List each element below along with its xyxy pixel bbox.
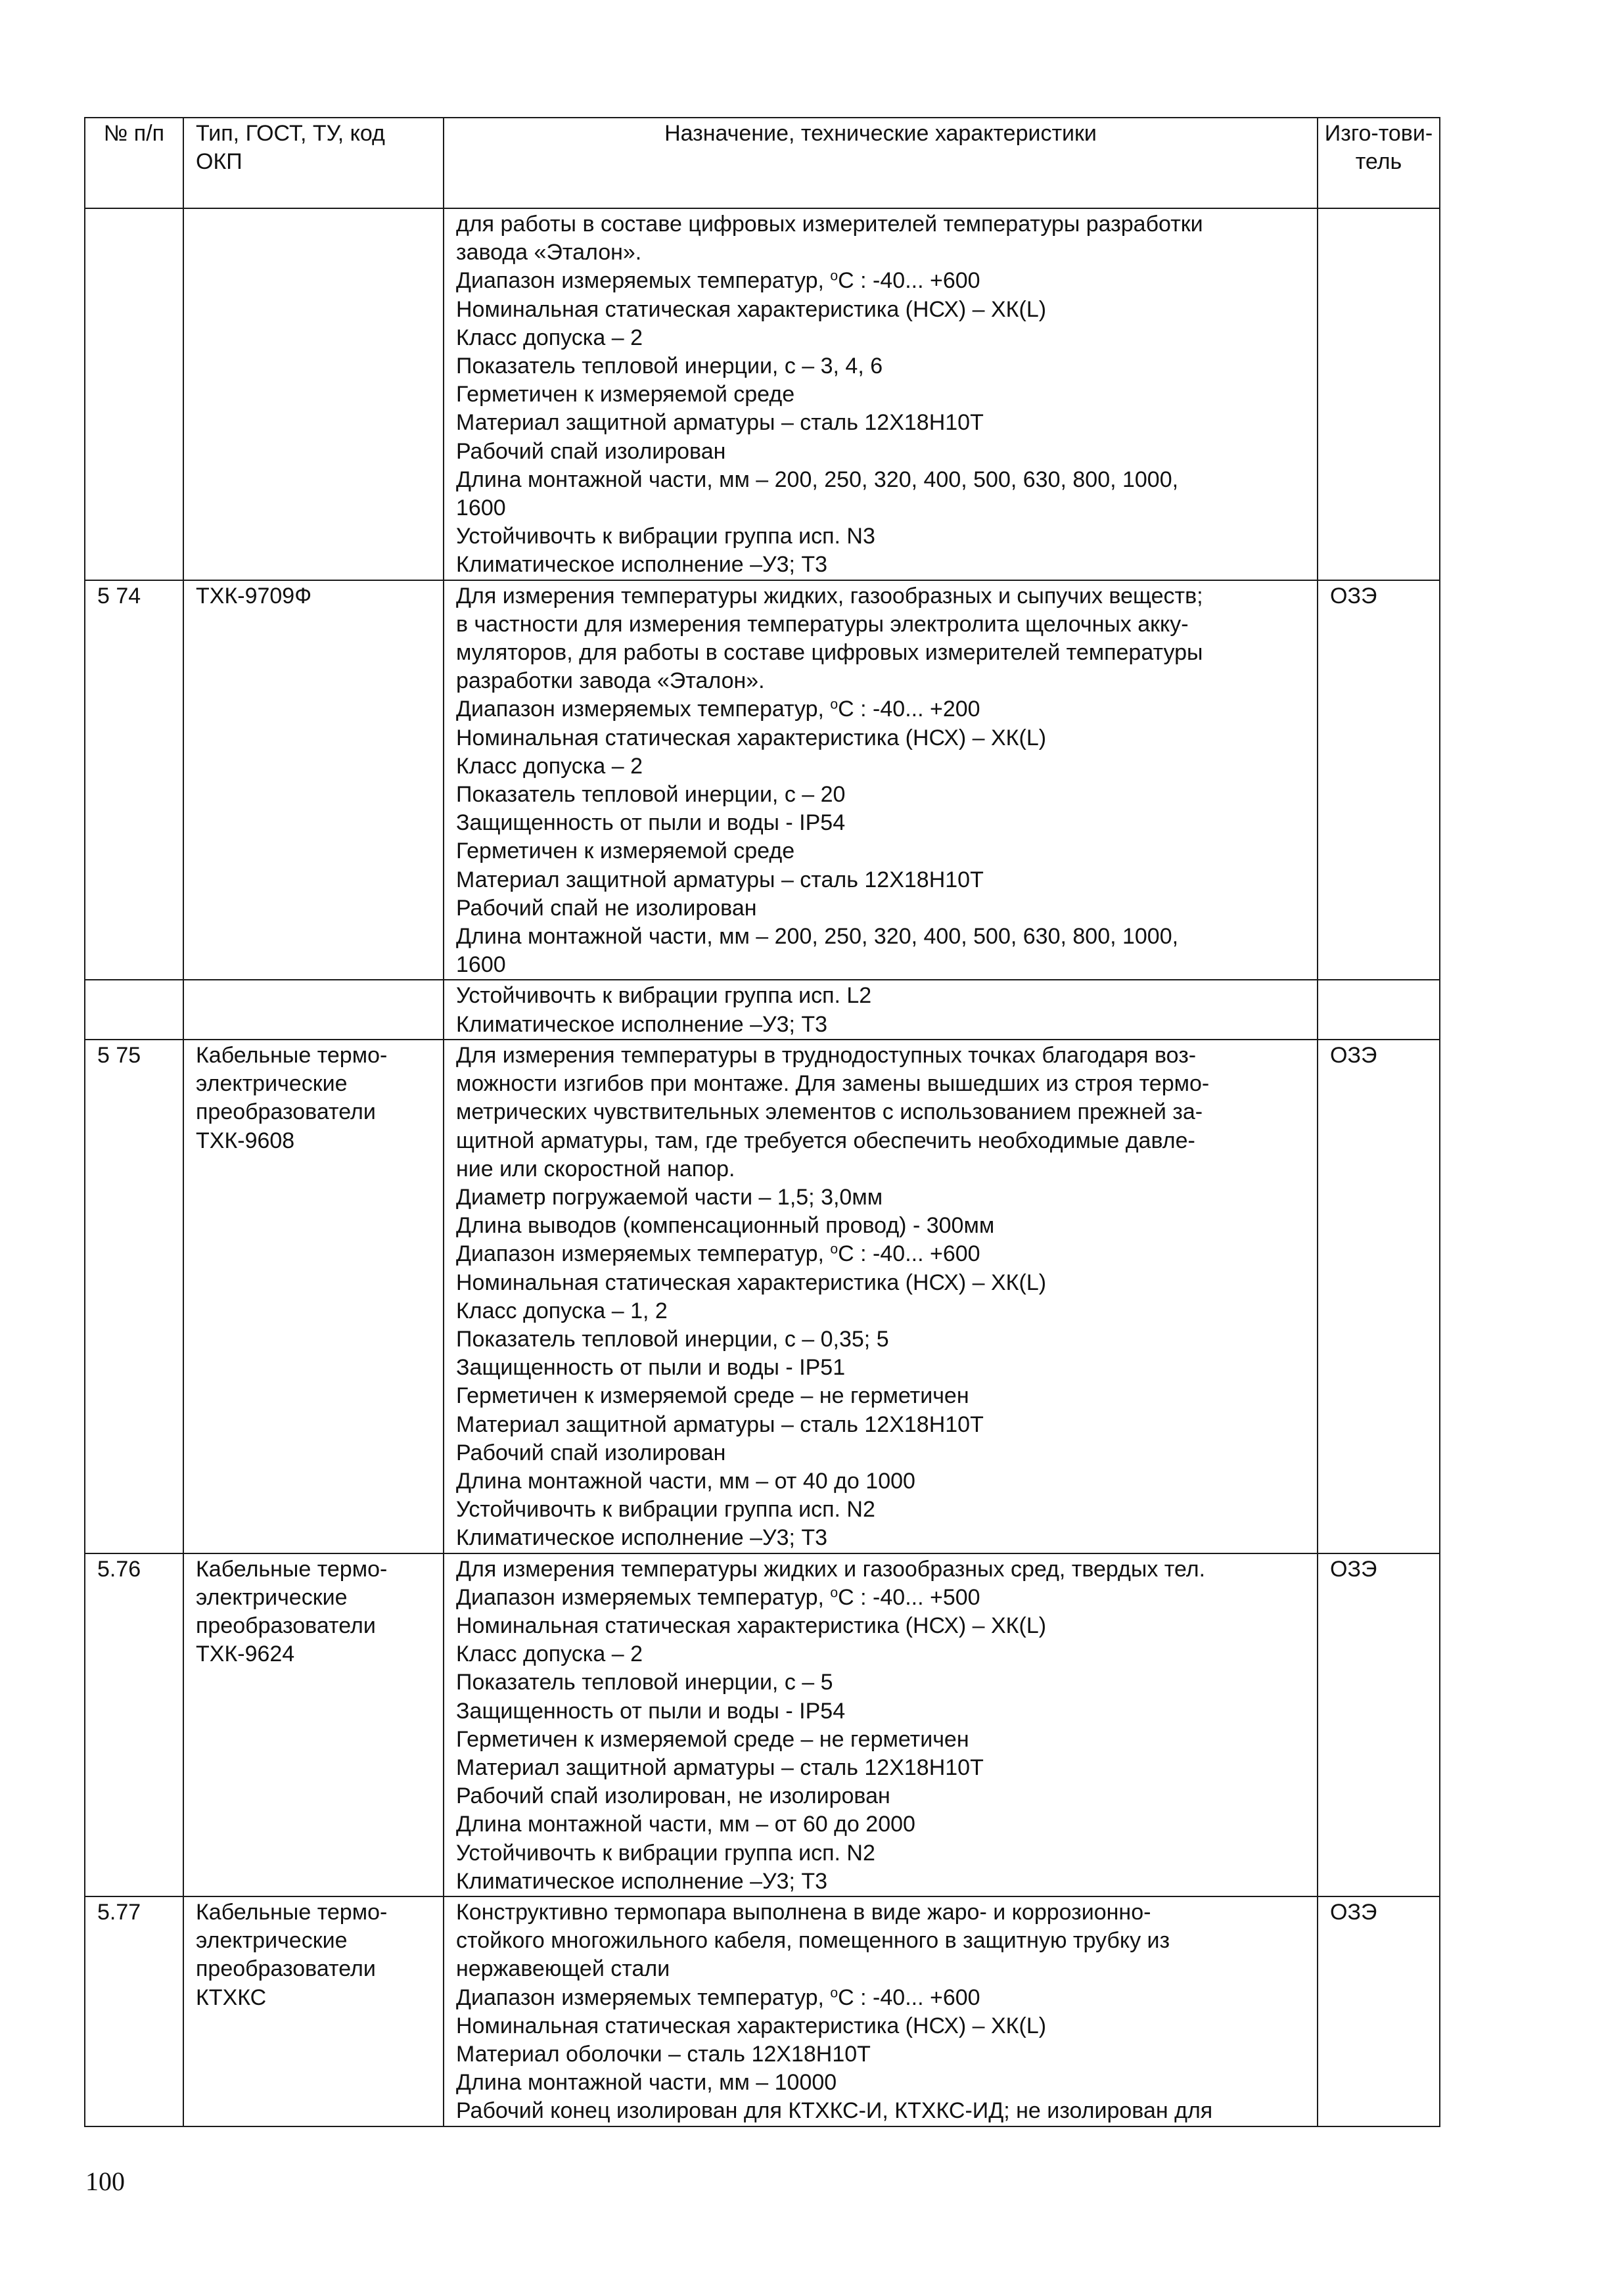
desc-line: разработки завода «Эталон». (456, 668, 765, 694)
desc-cell (444, 1553, 1318, 1896)
desc-line: Диапазон измеряемых температур, $^o$C : -40... +200 (456, 697, 980, 722)
desc-line: Защищенность от пыли и воды - IP54 (456, 1698, 846, 1724)
header-type: Тип, ГОСТ, ТУ, код ОКП (183, 118, 444, 208)
desc-line: Герметичен к измеряемой среде (456, 382, 795, 407)
desc-cell (444, 580, 1318, 980)
desc-line: Диапазон измеряемых температур, $^o$C : -40... +500 (456, 1584, 980, 1610)
header-desc: Назначение, технические характеристики (444, 118, 1318, 208)
maker-cell (1318, 1553, 1440, 1896)
num-cell (85, 1553, 183, 1896)
desc-line: Номинальная статическая характеристика (НСХ) – ХК(L) (456, 1613, 1047, 1638)
desc-line: Длина выводов (компенсационный провод) - 300мм (456, 1213, 995, 1239)
row-number: 5.77 (97, 1899, 141, 1925)
desc-line: Рабочий спай изолирован (456, 1440, 726, 1465)
desc-line: Рабочий спай не изолирован (456, 895, 757, 921)
type-cell (183, 980, 444, 1039)
desc-line: Диапазон измеряемых температур, $^o$C : -40... +600 (456, 1985, 980, 2010)
desc-cell (444, 980, 1318, 1039)
maker-cell (1318, 980, 1440, 1039)
maker-name: ОЗЭ (1330, 1042, 1377, 1068)
desc-line: Герметичен к измеряемой среде (456, 838, 795, 864)
type-line: Кабельные термо- (196, 1042, 388, 1068)
num-cell (85, 1040, 183, 1553)
desc-line: Номинальная статическая характеристика (НСХ) – ХК(L) (456, 725, 1047, 750)
type-line: электрические (196, 1928, 348, 1954)
row-number: 5 74 (97, 583, 141, 608)
desc-cell (444, 1896, 1318, 2126)
desc-line: ние или скоростной напор. (456, 1156, 735, 1182)
row-number: 5 75 (97, 1042, 141, 1068)
desc-line: Длина монтажной части, мм – 200, 250, 320, 400, 500, 630, 800, 1000, (456, 467, 1179, 492)
header-maker: Изго-тови-тель (1318, 118, 1440, 208)
desc-line: Показатель тепловой инерции, с – 20 (456, 782, 846, 808)
maker-cell (1318, 1040, 1440, 1553)
type-line: электрические (196, 1584, 348, 1610)
maker-cell (1318, 580, 1440, 980)
desc-line: 1600 (456, 952, 506, 978)
table-row-extra (85, 980, 1440, 1039)
desc-line: Длина монтажной части, мм – от 40 до 1000 (456, 1468, 915, 1494)
desc-line: Климатическое исполнение –У3; Т3 (456, 1011, 828, 1037)
desc-line: Диапазон измеряемых температур, $^o$C : -40... +600 (456, 1241, 980, 1267)
desc-line: Длина монтажной части, мм – от 60 до 2000 (456, 1812, 915, 1837)
desc-line: Герметичен к измеряемой среде – не герметичен (456, 1726, 969, 1752)
desc-line: Длина монтажной части, мм – 10000 (456, 2070, 837, 2096)
desc-line: Диаметр погружаемой части – 1,5; 3,0мм (456, 1184, 883, 1210)
desc-line: Конструктивно термопара выполнена в виде жаро- и коррозионно- (456, 1899, 1151, 1925)
type-cell (183, 1896, 444, 2126)
desc-line: Показатель тепловой инерции, с – 5 (456, 1670, 833, 1695)
type-line: ТХК-9608 (196, 1128, 295, 1153)
desc-line: Класс допуска – 1, 2 (456, 1298, 668, 1323)
num-cell (85, 208, 183, 580)
desc-line: Материал защитной арматуры – сталь 12Х18Н10Т (456, 867, 984, 892)
maker-cell (1318, 1896, 1440, 2126)
desc-line: Для измерения температуры жидких и газообразных сред, твердых тел. (456, 1556, 1206, 1582)
spec-table (84, 117, 1440, 2127)
desc-line: Показатель тепловой инерции, с – 0,35; 5 (456, 1326, 889, 1352)
maker-cell (1318, 208, 1440, 580)
table-row (85, 1040, 1440, 1553)
type-cell (183, 580, 444, 980)
desc-line: Защищенность от пыли и воды - IP54 (456, 810, 846, 836)
desc-line: можности изгибов при монтаже. Для замены вышедших из строя термо- (456, 1071, 1210, 1097)
type-line: преобразователи (196, 1613, 376, 1638)
desc-line: Класс допуска – 2 (456, 325, 643, 350)
desc-line: завода «Эталон». (456, 240, 642, 265)
desc-line: щитной арматуры, там, где требуется обеспечить необходимые давле- (456, 1128, 1195, 1153)
type-line: преобразователи (196, 1099, 376, 1125)
desc-line: Устойчивочть к вибрации группа исп. N2 (456, 1840, 875, 1866)
table-row (85, 1553, 1440, 1896)
type-cell (183, 1553, 444, 1896)
desc-line: Герметичен к измеряемой среде – не герметичен (456, 1383, 969, 1409)
table-row (85, 1896, 1440, 2126)
desc-cell (444, 1040, 1318, 1553)
desc-line: Устойчивочть к вибрации группа исп. L2 (456, 983, 872, 1009)
desc-line: Рабочий спай изолирован, не изолирован (456, 1783, 890, 1809)
desc-cell (444, 208, 1318, 580)
desc-line: стойкого многожильного кабеля, помещенного в защитную трубку из (456, 1928, 1170, 1954)
desc-line: Номинальная статическая характеристика (НСХ) – ХК(L) (456, 1270, 1047, 1295)
desc-line: Климатическое исполнение –У3; Т3 (456, 1868, 828, 1894)
type-line: электрические (196, 1071, 348, 1097)
desc-line: муляторов, для работы в составе цифровых измерителей температуры (456, 640, 1203, 666)
maker-name: ОЗЭ (1330, 1899, 1377, 1925)
type-cell (183, 208, 444, 580)
desc-line: Класс допуска – 2 (456, 1642, 643, 1667)
desc-line: Номинальная статическая характеристика (НСХ) – ХК(L) (456, 296, 1047, 322)
desc-line: Для измерения температуры в труднодоступных точках благодаря воз- (456, 1042, 1197, 1068)
desc-line: Климатическое исполнение –У3; Т3 (456, 552, 828, 578)
maker-name: ОЗЭ (1330, 1556, 1377, 1582)
desc-line: Устойчивочть к вибрации группа исп. N2 (456, 1497, 875, 1523)
table-header-row (85, 118, 1440, 208)
header-num: № п/п (85, 118, 183, 208)
desc-line: Рабочий конец изолирован для КТХКС-И, КТХКС-ИД; не изолирован для (456, 2098, 1213, 2124)
page-number: 100 (85, 2167, 125, 2196)
desc-line: Для измерения температуры жидких, газообразных и сыпучих веществ; (456, 583, 1203, 608)
maker-name: ОЗЭ (1330, 583, 1377, 608)
table-row (85, 580, 1440, 980)
desc-line: нержавеющей стали (456, 1956, 670, 1982)
num-cell (85, 980, 183, 1039)
type-line: Кабельные термо- (196, 1899, 388, 1925)
type-line: ТХК-9709Ф (196, 583, 312, 608)
desc-line: для работы в составе цифровых измерителей температуры разработки (456, 212, 1203, 237)
num-cell (85, 1896, 183, 2126)
desc-line: Длина монтажной части, мм – 200, 250, 320, 400, 500, 630, 800, 1000, (456, 924, 1179, 950)
desc-line: Класс допуска – 2 (456, 753, 643, 779)
row-number: 5.76 (97, 1556, 141, 1582)
desc-line: Диапазон измеряемых температур, $^o$C : -40... +600 (456, 268, 980, 294)
desc-line: Материал оболочки – сталь 12Х18Н10Т (456, 2042, 871, 2067)
desc-line: Номинальная статическая характеристика (НСХ) – ХК(L) (456, 2013, 1047, 2038)
desc-line: в частности для измерения температуры электролита щелочных акку- (456, 611, 1189, 637)
desc-line: Защищенность от пыли и воды - IP51 (456, 1355, 846, 1381)
num-cell (85, 580, 183, 980)
desc-line: 1600 (456, 495, 506, 521)
desc-line: Устойчивочть к вибрации группа исп. N3 (456, 524, 875, 549)
desc-line: Рабочий спай изолирован (456, 438, 726, 464)
desc-line: Материал защитной арматуры – сталь 12Х18Н10Т (456, 410, 984, 436)
desc-line: Климатическое исполнение –У3; Т3 (456, 1525, 828, 1551)
type-line: Кабельные термо- (196, 1556, 388, 1582)
desc-line: метрических чувствительных элементов с использованием прежней за- (456, 1099, 1203, 1125)
type-line: ТХК-9624 (196, 1642, 295, 1667)
type-line: преобразователи (196, 1956, 376, 1982)
table-row-continuation (85, 208, 1440, 580)
desc-line: Показатель тепловой инерции, с – 3, 4, 6 (456, 354, 883, 379)
desc-line: Материал защитной арматуры – сталь 12Х18Н10Т (456, 1755, 984, 1780)
desc-line: Материал защитной арматуры – сталь 12Х18Н10Т (456, 1412, 984, 1437)
type-line: КТХКС (196, 1985, 267, 2010)
type-cell (183, 1040, 444, 1553)
